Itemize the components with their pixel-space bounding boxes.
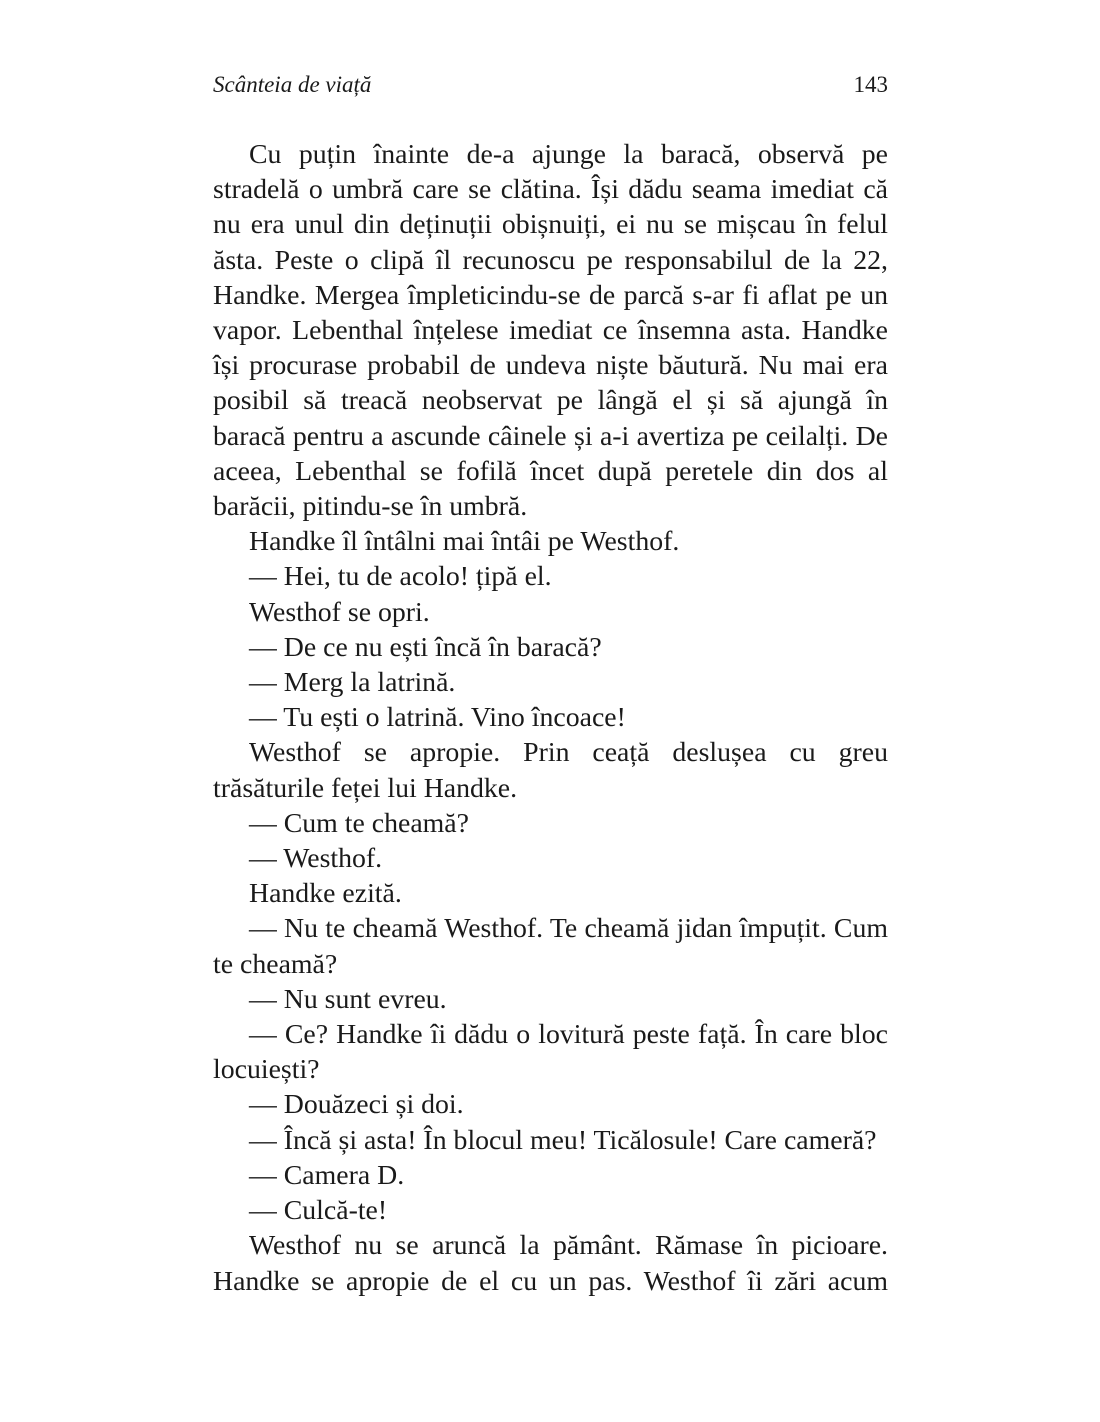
paragraph: Handke îl întâlni mai întâi pe Westhof. bbox=[249, 526, 680, 558]
paragraph: Westhof se opri. bbox=[249, 596, 430, 628]
dialogue-line: — Nu te cheamă Westhof. Te cheamă jidan împuțit. Cum te cheamă? bbox=[213, 913, 888, 980]
page-number: 143 bbox=[853, 72, 888, 97]
paragraph: Westhof nu se aruncă la pământ. Rămase în picioare. Handke se apropie de el cu un pas. Westhof îi zări acum bbox=[213, 1230, 888, 1297]
dialogue-line: — Culcă-te! bbox=[249, 1195, 388, 1227]
dialogue-line: — Douăzeci și doi. bbox=[249, 1089, 464, 1121]
paragraph: Handke ezită. bbox=[249, 878, 402, 910]
running-header bbox=[213, 72, 888, 108]
paragraph: Westhof se apropie. Prin ceață deslușea cu greu trăsăturile feței lui Handke. bbox=[213, 737, 888, 804]
dialogue-line: — Nu sunt evreu. bbox=[249, 983, 447, 1015]
dialogue-line: — Încă și asta! În blocul meu! Ticălosule! Care cameră? bbox=[249, 1124, 877, 1156]
body-text bbox=[213, 137, 888, 1299]
paragraph: Cu puțin înainte de-a ajunge la baracă, observă pe stradelă o umbră care se clătina. Își dădu seama imediat că nu era unul din deținuții obișnuiți, ei nu se mișcau în felul ăsta. Peste o clipă îl recunoscu pe responsabilul de la 22, Handke. Mergea împleticindu-se de parcă s-ar fi aflat pe un vapor. Lebenthal înțelese imediat ce însemna asta. Handke își procurase probabil de undeva niște băutură. Nu mai era posibil să treacă neobservat pe lângă el și să ajungă în baracă pentru a ascunde câinele și a-i avertiza pe ceilalți. De aceea, Lebenthal se fofilă încet după peretele din dos al barăcii, pitindu-se în umbră. bbox=[213, 139, 888, 523]
dialogue-line: — Hei, tu de acolo! țipă el. bbox=[249, 561, 552, 593]
dialogue-line: — Tu ești o latrină. Vino încoace! bbox=[249, 702, 626, 734]
dialogue-line: — Merg la latrină. bbox=[249, 667, 456, 699]
running-title: Scânteia de viață bbox=[213, 72, 372, 97]
dialogue-line: — Ce? Handke îi dădu o lovitură peste față. În care bloc locuiești? bbox=[213, 1019, 888, 1086]
dialogue-line: — Westhof. bbox=[249, 843, 383, 875]
dialogue-line: — Camera D. bbox=[249, 1159, 405, 1191]
dialogue-line: — De ce nu ești încă în baracă? bbox=[249, 631, 602, 663]
dialogue-line: — Cum te cheamă? bbox=[249, 807, 469, 839]
